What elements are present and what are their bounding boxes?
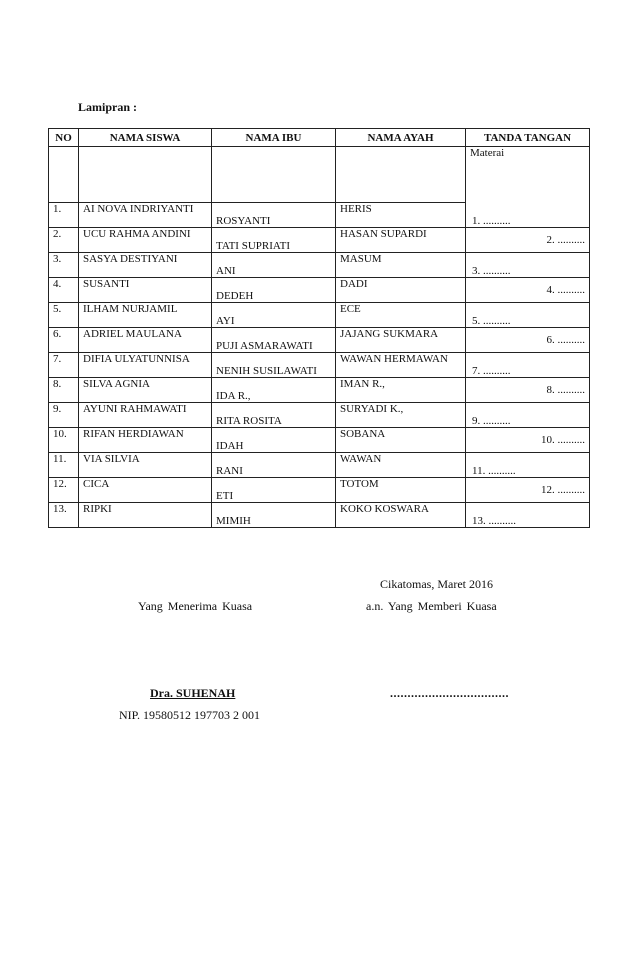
row-nama-ibu: IDA R., [212, 378, 336, 403]
materai-label: Materai [470, 147, 505, 159]
row-nama-siswa: RIFAN HERDIAWAN [79, 428, 212, 453]
row-nama-ibu: TATI SUPRIATI [212, 228, 336, 253]
row-nama-siswa: DIFIA ULYATUNNISA [79, 353, 212, 378]
blank-cell [49, 147, 79, 203]
row-tanda-tangan: 3. .......... [466, 253, 590, 278]
row-no: 5. [49, 303, 79, 328]
row-nama-ayah: HERIS [336, 203, 466, 228]
row-nama-ayah: DADI [336, 278, 466, 303]
row-nama-ibu: IDAH [212, 428, 336, 453]
table-row [49, 353, 590, 378]
row-nama-ayah: HASAN SUPARDI [336, 228, 466, 253]
blank-cell [336, 147, 466, 203]
row-nama-siswa: CICA [79, 478, 212, 503]
row-nama-ayah: KOKO KOSWARA [336, 503, 466, 528]
receiver-name: Dra. SUHENAH [150, 686, 236, 700]
row-no: 7. [49, 353, 79, 378]
row-nama-ibu: NENIH SUSILAWATI [212, 353, 336, 378]
table-row [49, 478, 590, 503]
row-nama-ibu: PUJI ASMARAWATI [212, 328, 336, 353]
giver-label: a.n. Yang Memberi Kuasa [366, 599, 497, 613]
row-tanda-tangan: 12. .......... [466, 478, 590, 503]
row-tanda-tangan: 11. .......... [466, 453, 590, 478]
row-nama-ayah: SOBANA [336, 428, 466, 453]
row-no: 13. [49, 503, 79, 528]
row-nama-ibu: ROSYANTI [212, 203, 336, 228]
row-nama-ibu: ETI [212, 478, 336, 503]
header-nama-ayah: NAMA AYAH [336, 129, 466, 147]
row-tanda-tangan: 5. .......... [466, 303, 590, 328]
row-nama-ayah: MASUM [336, 253, 466, 278]
blank-cell [212, 147, 336, 203]
row-nama-siswa: VIA SILVIA [79, 453, 212, 478]
row-no: 3. [49, 253, 79, 278]
row-no: 9. [49, 403, 79, 428]
table-body [49, 147, 590, 528]
table-row [49, 503, 590, 528]
row-nama-siswa: SUSANTI [79, 278, 212, 303]
row-tanda-tangan: 2. .......... [466, 228, 590, 253]
row-tanda-tangan: 6. .......... [466, 328, 590, 353]
row-nama-ibu: RANI [212, 453, 336, 478]
table-row [49, 228, 590, 253]
row-nama-siswa: SASYA DESTIYANI [79, 253, 212, 278]
row-tanda-tangan: 8. .......... [466, 378, 590, 403]
row-no: 1. [49, 203, 79, 228]
table-header-row [49, 129, 590, 147]
row-tanda-tangan: 13. .......... [466, 503, 590, 528]
table-row [49, 278, 590, 303]
row-nama-ayah: TOTOM [336, 478, 466, 503]
row-nama-ayah: IMAN R., [336, 378, 466, 403]
table-row [49, 328, 590, 353]
table-row [49, 203, 590, 228]
blank-cell [79, 147, 212, 203]
receiver-nip: NIP. 19580512 197703 2 001 [119, 708, 261, 722]
receiver-label: Yang Menerima Kuasa [138, 599, 253, 613]
row-nama-siswa: AYUNI RAHMAWATI [79, 403, 212, 428]
row-nama-siswa: ILHAM NURJAMIL [79, 303, 212, 328]
header-nama-siswa: NAMA SISWA [79, 129, 212, 147]
row-no: 4. [49, 278, 79, 303]
row-tanda-tangan: 1. .......... [466, 203, 590, 228]
row-no: 11. [49, 453, 79, 478]
row-tanda-tangan: 4. .......... [466, 278, 590, 303]
row-nama-ibu: RITA ROSITA [212, 403, 336, 428]
row-no: 2. [49, 228, 79, 253]
table-row [49, 253, 590, 278]
row-nama-ibu: ANI [212, 253, 336, 278]
materai-cell [466, 147, 590, 203]
header-tanda-tangan: TANDA TANGAN [466, 129, 590, 147]
table-row [49, 428, 590, 453]
blank-row [49, 147, 590, 203]
row-no: 8. [49, 378, 79, 403]
header-no: NO [49, 129, 79, 147]
row-nama-ayah: JAJANG SUKMARA [336, 328, 466, 353]
row-nama-ibu: DEDEH [212, 278, 336, 303]
row-no: 12. [49, 478, 79, 503]
row-nama-ayah: WAWAN HERMAWAN [336, 353, 466, 378]
table-row [49, 403, 590, 428]
row-nama-ayah: SURYADI K., [336, 403, 466, 428]
header-nama-ibu: NAMA IBU [212, 129, 336, 147]
student-table [48, 128, 590, 528]
row-nama-siswa: AI NOVA INDRIYANTI [79, 203, 212, 228]
row-nama-siswa: RIPKI [79, 503, 212, 528]
row-nama-ayah: ECE [336, 303, 466, 328]
row-nama-ibu: AYI [212, 303, 336, 328]
row-tanda-tangan: 7. .......... [466, 353, 590, 378]
giver-signature-line: .................................. [390, 686, 509, 700]
table-row [49, 453, 590, 478]
place-date: Cikatomas, Maret 2016 [380, 577, 493, 591]
row-nama-ibu: MIMIH [212, 503, 336, 528]
lampiran-label: Lamipran : [78, 100, 138, 114]
row-no: 10. [49, 428, 79, 453]
row-nama-ayah: WAWAN [336, 453, 466, 478]
row-tanda-tangan: 9. .......... [466, 403, 590, 428]
row-nama-siswa: UCU RAHMA ANDINI [79, 228, 212, 253]
table-row [49, 378, 590, 403]
row-no: 6. [49, 328, 79, 353]
row-nama-siswa: ADRIEL MAULANA [79, 328, 212, 353]
row-nama-siswa: SILVA AGNIA [79, 378, 212, 403]
table-row [49, 303, 590, 328]
row-tanda-tangan: 10. .......... [466, 428, 590, 453]
